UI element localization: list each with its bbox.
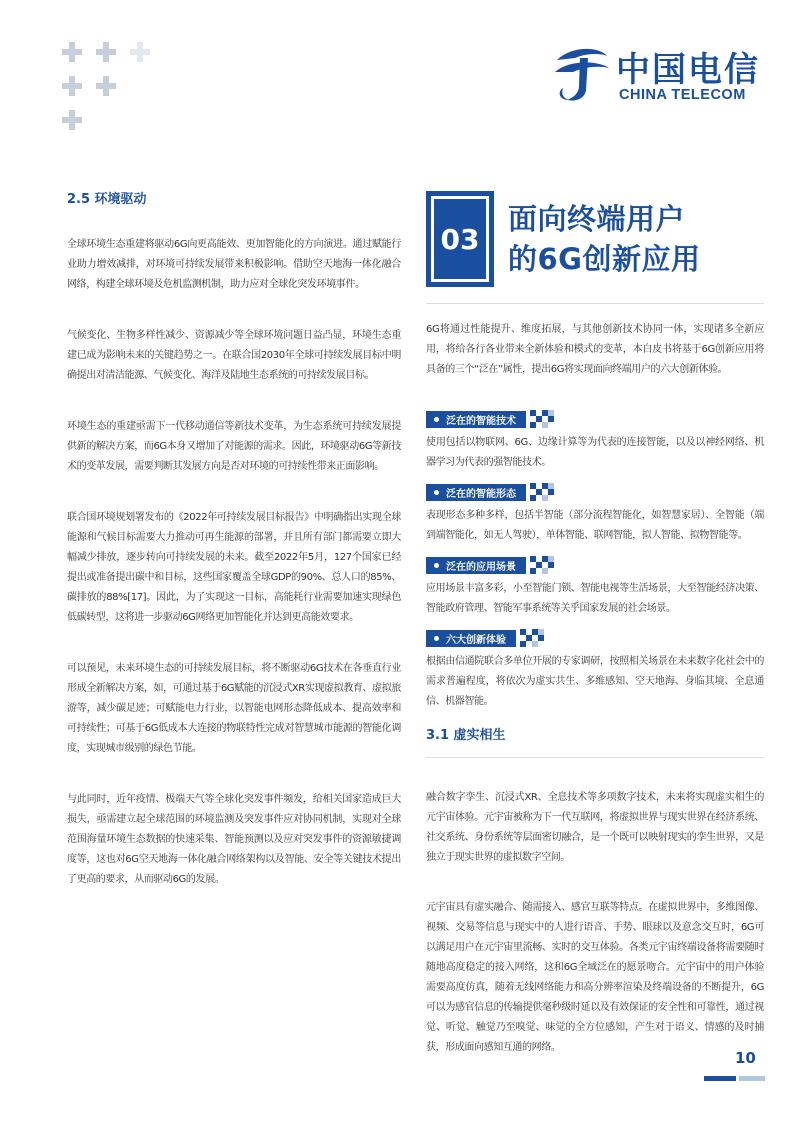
bullet-dot-icon — [434, 417, 439, 422]
tag-block — [426, 410, 764, 473]
left-column — [67, 188, 401, 921]
tag-block — [426, 483, 764, 546]
checker-pattern-icon — [530, 483, 554, 501]
paragraph: 气候变化、生物多样性减少、资源减少等全球环境问题日益凸显，环境生态重建已成为影响未来的关键趋势之一。在联合国2030年全球可持续发展目标中明确提出对清洁能源、气候变化、海洋及陆地生态系统的可持续发展目标。 — [67, 330, 401, 381]
tag-badge — [426, 411, 526, 428]
chapter-title-line: 面向终端用户 — [508, 202, 686, 236]
paragraph: 可以预见，未来环境生态的可持续发展目标，将不断驱动6G技术在各垂直行业形成全新解决方案，如，可通过基于6G赋能的沉浸式XR实现虚拟教育、虚拟旅游等，减少碳足迹；可赋能电力行业，以智能电网形态降低成本、提高效率和可持续性；可基于6G低成本大连接的物联特性完成对智慧城市能源的智能化调度，实现城市级别的绿色节能。 — [67, 663, 401, 754]
telecom-swirl-icon — [553, 42, 611, 104]
paragraph: 元宇宙具有虚实融合、随需接入、感官互联等特点。在虚拟世界中，多维图像、视频、交易等信息与现实中的人进行语音、手势、眼球以及意念交互时，6G可以满足用户在元宇宙里流畅、实时的交互体验。各类元宇宙终端设备将需要随时随地高度稳定的接入网络，这和6G全域泛在的愿景吻合。元宇宙中的用户体验需要高度仿真，随着无线网络能力和高分辨率渲染及终端设备的不断提升，6G可以为感官信息的传输提供毫秒级时延以及有效保证的安全性和可靠性，通过视觉、听觉、触觉乃至嗅觉、味觉的全方位感知，产生对于语义、情感的及时捕获，形成面向感知互通的网络。 — [426, 902, 764, 1053]
tag-description: 使用包括以物联网、6G、边缘计算等为代表的连接智能，以及以神经网络、机器学习为代表的强智能技术。 — [426, 437, 764, 468]
tag-row — [426, 483, 764, 501]
tag-row — [426, 410, 764, 428]
logo-chinese-text: 中国电信 — [616, 50, 760, 90]
china-telecom-logo — [553, 40, 763, 106]
chapter-title — [508, 199, 700, 279]
tag-badge — [426, 484, 526, 501]
plus-icon — [62, 76, 82, 96]
tag-label: 泛在的智能技术 — [446, 415, 516, 427]
chapter-title-line: 的6G创新应用 — [508, 242, 701, 276]
right-column — [426, 190, 764, 1088]
paragraph: 全球环境生态重建将驱动6G向更高能效、更加智能化的方向演进。通过赋能行业助力增效减排，对环境可持续发展带来积极影响。借助空天地海一体化融合网络，构建全球环境及危机监测机制，助力应对全球化突发环境事件。 — [67, 239, 401, 290]
paragraph: 与此同时，近年疫情、极端天气等全球化突发事件频发，给相关国家造成巨大损失，亟需建立起全球范围的环境监测及突发事件应对协同机制，实现对全球范围海量环境生态数据的快速采集、智能预测以及应对突发事件的资源敏捷调度等，这也对6G空天地海一体化融合网络架构以及智能、安全等关键技术提出了更高的要求，从而驱动6G的发展。 — [67, 794, 401, 885]
plus-icon — [62, 110, 82, 130]
checker-pattern-icon — [520, 629, 544, 647]
intro-paragraph: 6G将通过性能提升、维度拓展，与其他创新技术协同一体，实现诸多全新应用，将给各行各业带来全新体验和模式的变革，本白皮书将基于6G创新应用将具备的三个“泛在”属性，提出6G将实现面向终端用户的六大创新体验。 — [426, 324, 764, 375]
paragraph: 融合数字孪生、沉浸式XR、全息技术等多项数字技术，未来将实现虚实相生的元宇宙体验。元宇宙被称为下一代互联网，将虚拟世界与现实世界在经济系统、社交系统、身份系统等层面密切融合，是一个既可以映射现实的孪生世界，又是独立于现实世界的虚拟数字空间。 — [426, 792, 764, 863]
subsection-heading: 3.1 虚实相生 — [426, 724, 764, 758]
divider — [426, 303, 764, 304]
plus-icon — [62, 42, 82, 62]
checker-pattern-icon — [530, 556, 554, 574]
paragraph: 联合国环境规划署发布的《2022年可持续发展目标报告》中明确指出实现全球能源和气候目标需要大力推动可再生能源的部署，并且所有部门都需要立即大幅减少排放，逐步转向可持续发展的未来。截至2022年5月，127个国家已经提出或准备提出碳中和目标，这些国家覆盖全球GDP的90%、总人口的85%、碳排放的88%[17]。因此，为了实现这一目标，高能耗行业需要加速实现绿色低碳转型，这将进一步驱动6G网络更加智能化并达到更高能效要求。 — [67, 512, 401, 623]
tag-label: 泛在的应用场景 — [446, 561, 516, 573]
tag-description: 应用场景丰富多彩，小至智能门锁、智能电视等生活场景，大至智能经济决策、智能政府管理、智能军事系统等关乎国家发展的社会场景。 — [426, 583, 764, 614]
plus-icon — [96, 76, 116, 96]
tag-block — [426, 556, 764, 619]
decorative-plus-grid — [62, 42, 162, 132]
tag-label: 六大创新体验 — [446, 634, 506, 646]
chapter-banner — [426, 190, 764, 288]
tag-badge — [426, 557, 526, 574]
paragraph: 环境生态的重建亟需下一代移动通信等新技术变革，为生态系统可持续发展提供新的解决方案，而6G本身又增加了对能源的需求。因此，环境驱动6G等新技术的变革发展，需要判断其发展方向是否对环境的可持续性带来正面影响。 — [67, 421, 401, 472]
bullet-dot-icon — [434, 490, 439, 495]
checker-pattern-icon — [530, 410, 554, 428]
chapter-number: 03 — [426, 191, 494, 287]
tag-row — [426, 556, 764, 574]
tag-label: 泛在的智能形态 — [446, 488, 516, 500]
page-number: 10 — [735, 1049, 756, 1067]
tag-row — [426, 629, 764, 647]
tag-badge — [426, 630, 516, 647]
section-heading: 2.5 环境驱动 — [67, 192, 147, 207]
page-number-bar — [704, 1076, 765, 1081]
plus-icon — [130, 42, 150, 62]
bullet-dot-icon — [434, 563, 439, 568]
tag-block — [426, 629, 764, 712]
logo-english-text: CHINA TELECOM — [619, 87, 746, 103]
tag-description: 表现形态多种多样，包括半智能（部分流程智能化，如智慧家居）、全智能（端到端智能化，如无人驾驶），单体智能、联网智能，拟人智能、拟物智能等。 — [426, 510, 764, 541]
bullet-dot-icon — [434, 636, 439, 641]
tag-description: 根据由信通院联合多单位开展的专家调研，按照相关场景在未来数字化社会中的需求普遍程度，将依次为虚实共生、多维感知、空天地海、身临其境、全息通信、机器智能。 — [426, 656, 764, 707]
plus-icon — [96, 42, 116, 62]
